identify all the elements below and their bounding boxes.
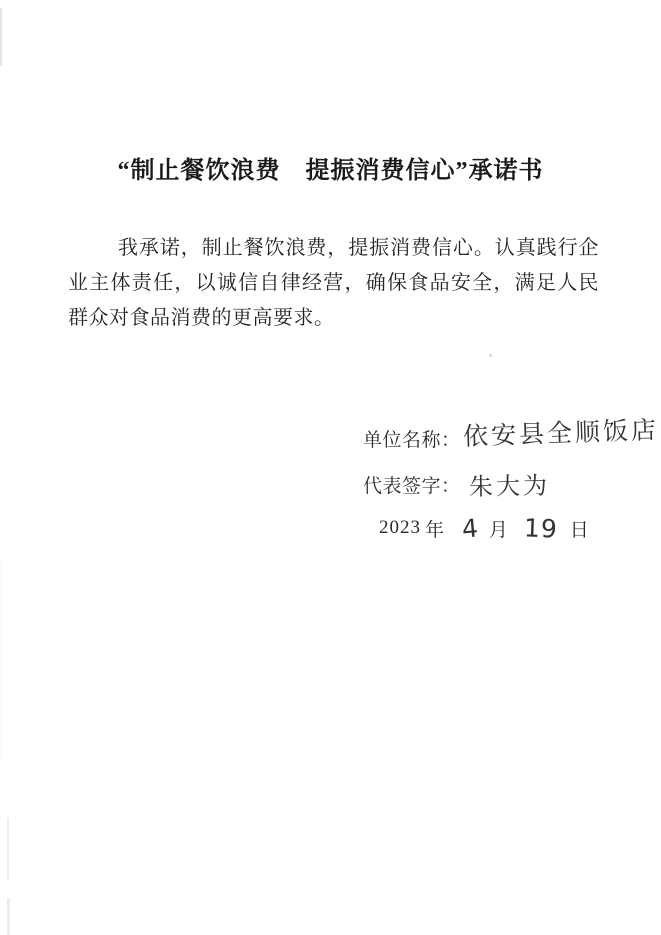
scan-artifact-speck — [489, 354, 492, 357]
scan-artifact-bottom-left — [7, 818, 9, 880]
date-year: 2023 — [379, 517, 421, 538]
date-month-handwritten: 4 — [460, 512, 481, 544]
unit-name-row — [363, 416, 659, 460]
scan-artifact-bottom-left-lower — [7, 898, 10, 935]
scan-artifact-left-edge — [1, 560, 2, 760]
date-day-handwritten: 19 — [523, 512, 559, 544]
commitment-paragraph: 我承诺，制止餐饮浪费，提振消费信心。认真践行企业主体责任，以诚信自律经营，确保食品安全，满足人民群众对食品消费的更高要求。 — [68, 237, 599, 329]
representative-handwritten-signature: 朱大为 — [468, 471, 550, 501]
date-month-unit: 月 — [488, 519, 508, 541]
date-year-unit: 年 — [425, 519, 445, 541]
representative-signature-row — [363, 464, 550, 504]
date-row — [363, 508, 593, 548]
representative-signature-label: 代表签字： — [363, 475, 461, 497]
date-day-unit: 日 — [569, 519, 589, 541]
unit-name-label: 单位名称： — [363, 429, 461, 451]
scan-artifact-top-left-edge — [0, 8, 2, 66]
document-title: “制止餐饮浪费 提振消费信心”承诺书 — [117, 158, 544, 185]
unit-name-handwritten-value: 依安县全顺饭店 — [462, 415, 659, 451]
date-line — [379, 514, 593, 543]
